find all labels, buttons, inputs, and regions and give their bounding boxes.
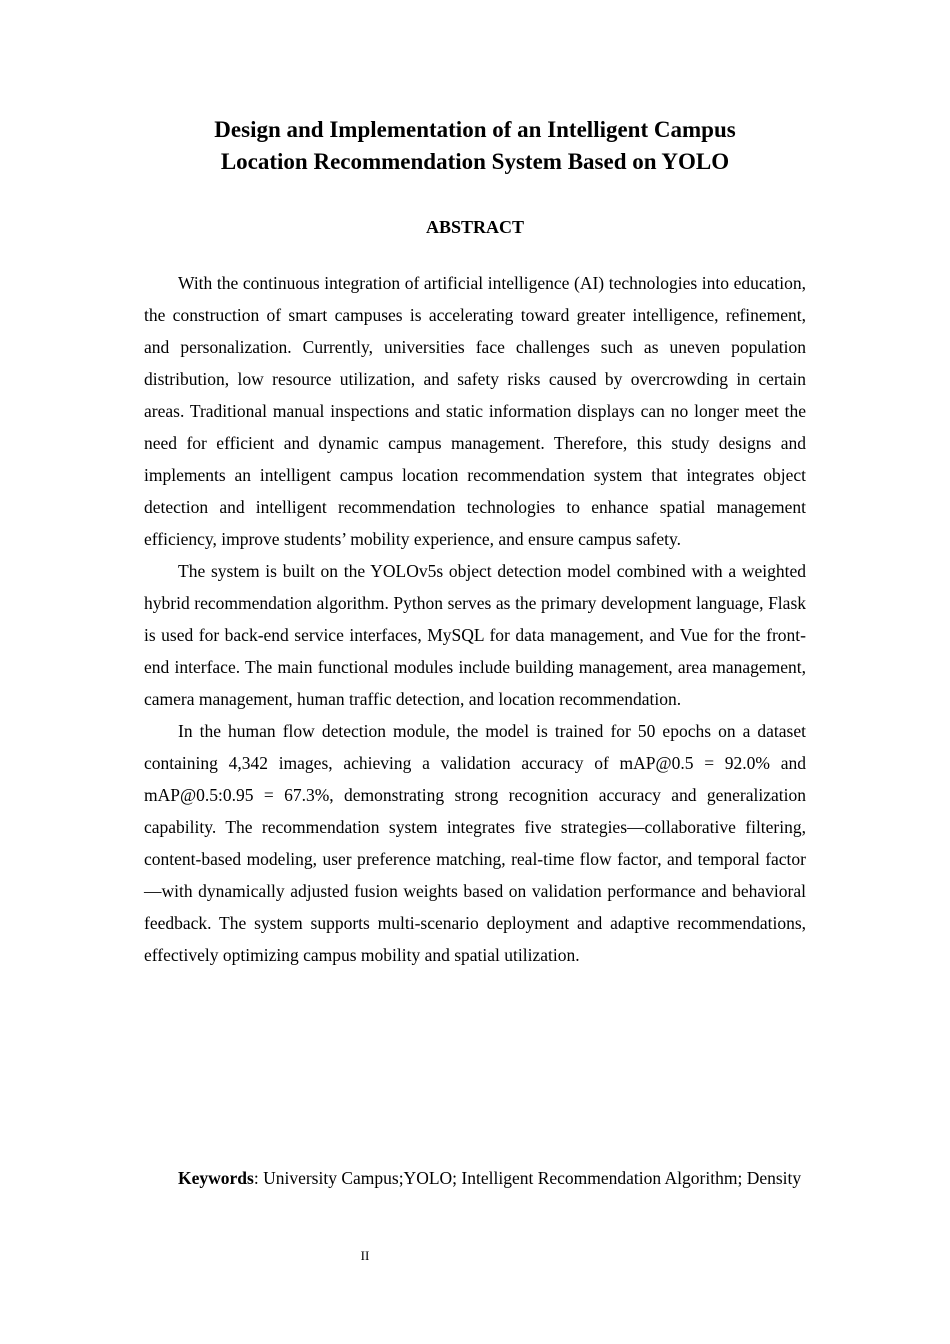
abstract-paragraph-1: With the continuous integration of artificial intelligence (AI) technologies into education, the construction of smart campuses is accelerating toward greater intelligence, refinement, and personalization. Currently, universities face challenges such as uneven population distribution, low resource utilization, and safety risks caused by overcrowding in certain areas. Traditional manual inspections and static information displays can no longer meet the need for efficient and dynamic campus management. Therefore, this study designs and implements an intelligent campus location recommendation system that integrates object detection and intelligent recommendation technologies to enhance spatial management efficiency, improve students’ mobility experience, and ensure campus safety.: [144, 273, 806, 549]
abstract-paragraph-2: The system is built on the YOLOv5s object detection model combined with a weighted hybrid recommendation algorithm. Python serves as the primary development language, Flask is used for back-end service interfaces, MySQL for data management, and Vue for the front-end interface. The main functional modules include building management, area management, camera management, human traffic detection, and location recommendation.: [144, 561, 806, 709]
abstract-paragraph-3: In the human flow detection module, the model is trained for 50 epochs on a dataset containing 4,342 images, achieving a validation accuracy of mAP@0.5 = 92.0% and mAP@0.5:0.95 = 67.3%, demonstrating strong recognition accuracy and generalization capability. The recommendation system integrates five strategies—collaborative filtering, content-based modeling, user preference matching, real-time flow factor, and temporal factor—with dynamically adjusted fusion weights based on validation performance and behavioral feedback. The system supports multi-scenario deployment and adaptive recommendations, effectively optimizing campus mobility and spatial utilization.: [144, 721, 806, 965]
abstract-heading: ABSTRACT: [425, 217, 525, 237]
keywords-text: University Campus;YOLO; Intelligent Recommendation Algorithm; Density: [263, 1168, 802, 1188]
keywords-separator: :: [253, 1168, 264, 1188]
abstract-body: [144, 267, 806, 971]
keywords-label: Keywords: [178, 1168, 254, 1188]
paper-title-line-1: Design and Implementation of an Intelligent Campus: [214, 117, 736, 142]
paper-title: [144, 114, 806, 178]
paper-title-line-2: Location Recommendation System Based on YOLO: [220, 149, 730, 174]
page-number: II: [360, 1248, 370, 1263]
keywords-line: [144, 1162, 806, 1194]
